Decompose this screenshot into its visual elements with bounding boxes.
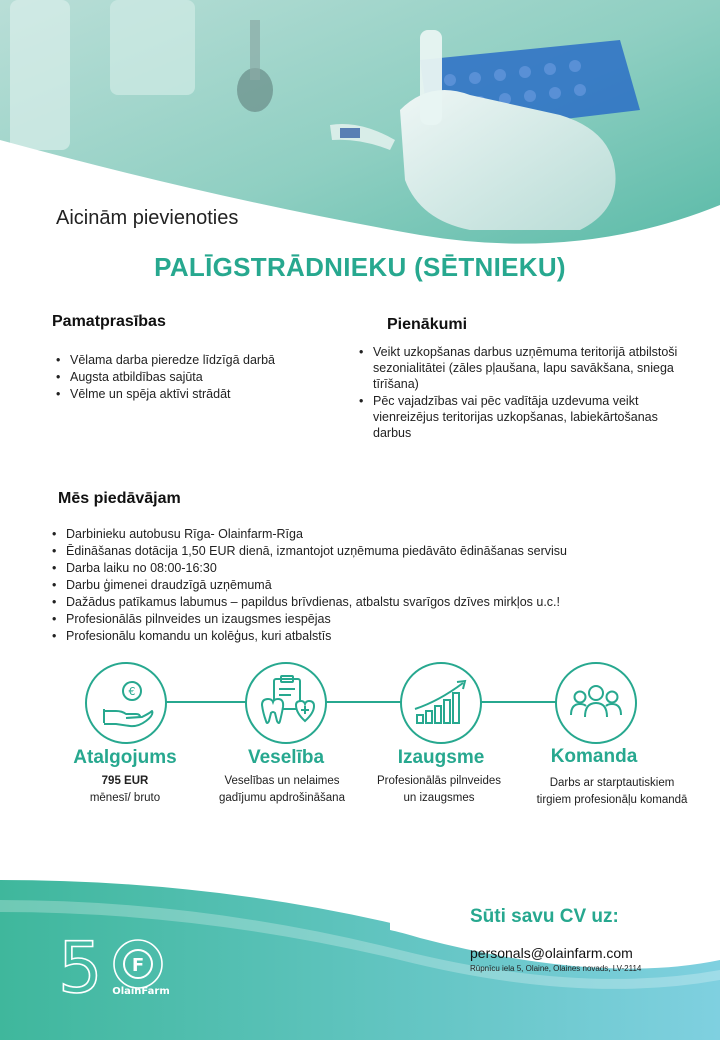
list-item: • Veikt uzkopšanas darbus uzņēmuma teritorijā atbilstoši sezonialitātei (zāles pļaušana, lapu savākšana, sniega tīrīšana) — [355, 344, 680, 392]
list-item: • Vēlme un spēja aktīvi strādāt — [52, 386, 342, 402]
benefit-health-circle — [245, 662, 327, 744]
list-item: • Pēc vajadzības vai pēc vadītāja uzdevuma veikt vienreizējus teritorijas uzkopšanas, labiekārtošanas darbus — [355, 393, 680, 441]
list-item: • Darbinieku autobusu Rīga- Olainfarm-Rīga — [48, 526, 668, 542]
offer-heading: Mēs piedāvājam — [58, 490, 181, 507]
benefit-title: Atalgojums — [73, 747, 177, 768]
benefit-description — [512, 775, 712, 809]
benefit-line: tirgiem profesionāļu komandā — [536, 794, 688, 806]
benefit-growth-circle — [400, 662, 482, 744]
benefit-line: gadījumu apdrošināšana — [219, 792, 345, 804]
benefit-line: un izaugsmes — [403, 792, 475, 804]
svg-text:OlainFarm: OlainFarm — [112, 986, 170, 997]
benefit-title: Veselība — [247, 747, 325, 768]
benefit-salary-circle — [85, 662, 167, 744]
list-item: • Augsta atbildības sajūta — [52, 369, 342, 385]
benefit-line: Darbs ar starptautiskiem — [549, 777, 675, 789]
requirements-heading: Pamatprasības — [52, 313, 166, 330]
company-address: Rūpnīcu iela 5, Olaine, Olaines novads, LV-2114 — [470, 964, 642, 973]
benefits-connector-line — [100, 701, 620, 703]
benefit-line: Profesionālās pilnveides — [376, 775, 502, 787]
salary-amount: 795 EUR — [101, 775, 149, 787]
intro-text: Aicinām pievienoties — [56, 207, 239, 229]
offer-list — [48, 526, 668, 645]
svg-text:€: € — [128, 685, 136, 698]
benefit-title: Komanda — [550, 746, 638, 767]
salary-period: mēnesī/ bruto — [89, 792, 161, 804]
cv-heading: Sūti savu CV uz: — [470, 906, 619, 927]
list-item: • Ēdināšanas dotācija 1,50 EUR dienā, izmantojot uzņēmuma piedāvāto ēdināšanas servisu — [48, 543, 668, 559]
duties-heading: Pienākumi — [387, 316, 468, 333]
list-item: • Darba laiku no 08:00-16:30 — [48, 560, 668, 576]
requirements-list — [52, 352, 342, 403]
benefit-team-circle — [555, 662, 637, 744]
olainfarm-logo — [58, 928, 178, 1013]
list-item: • Profesionālu komandu un kolēģus, kuri atbalstīs — [48, 628, 668, 644]
duties-list — [355, 344, 680, 442]
benefit-description — [339, 773, 539, 807]
team-icon — [566, 673, 626, 733]
list-item: • Vēlama darba pieredze līdzīgā darbā — [52, 352, 342, 368]
list-item: • Profesionālās pilnveides un izaugsmes iespējas — [48, 611, 668, 627]
svg-text:5: 5 — [58, 928, 103, 1008]
list-item: • Darbu ģimenei draudzīgā uzņēmumā — [48, 577, 668, 593]
svg-text:F: F — [131, 955, 145, 976]
benefit-title: Izaugsme — [397, 747, 485, 768]
hand-euro-icon — [96, 673, 156, 733]
list-item: • Dažādus patīkamus labumus – papildus brīvdienas, atbalstu svarīgos dzīves mirkļos u.c.! — [48, 594, 668, 610]
benefit-line: Veselības un nelaimes — [224, 775, 340, 787]
job-title: PALĪGSTRĀDNIEKU (SĒTNIEKU) — [154, 252, 566, 282]
olainfarm-50-logo-icon — [58, 928, 178, 1008]
contact-email-link[interactable]: personals@olainfarm.com — [470, 945, 633, 961]
growth-chart-icon — [411, 673, 471, 733]
health-icon — [256, 673, 316, 733]
